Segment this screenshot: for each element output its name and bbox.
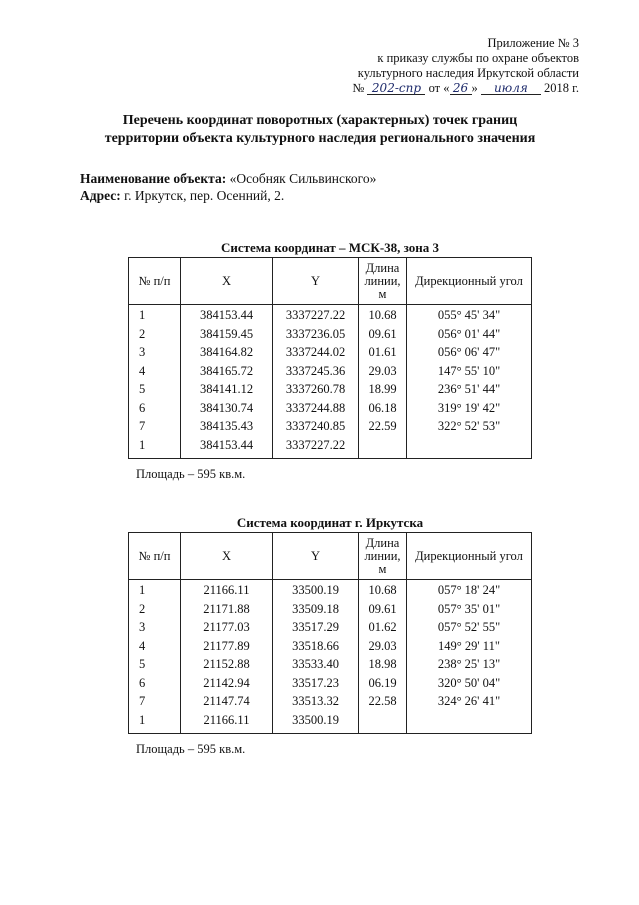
table-header-row bbox=[129, 533, 532, 580]
y-value: 3337227.22 bbox=[285, 437, 346, 452]
x-value: 21147.74 bbox=[203, 694, 250, 708]
y-value: 33500.19 bbox=[292, 712, 339, 727]
angle-value: 057° 35' 01" bbox=[437, 601, 501, 616]
point-number: 5 bbox=[139, 382, 146, 396]
from-prefix: от « bbox=[428, 81, 450, 95]
length-column bbox=[359, 305, 407, 459]
angle-value: 236° 51' 44" bbox=[437, 382, 501, 396]
header-y: Y bbox=[273, 533, 359, 580]
document-title bbox=[60, 112, 580, 148]
table-body-row bbox=[129, 305, 532, 459]
order-month-handwritten: июля bbox=[481, 82, 541, 95]
point-number: 5 bbox=[139, 657, 146, 671]
length-value: 06.19 bbox=[368, 675, 397, 690]
header-x: X bbox=[181, 533, 273, 580]
length-column bbox=[359, 580, 407, 734]
length-value: 22.58 bbox=[368, 694, 397, 708]
order-year: 2018 г. bbox=[544, 81, 579, 95]
title-line-1: Перечень координат поворотных (характерных) точек границ bbox=[122, 113, 518, 128]
x-value: 21152.88 bbox=[203, 657, 250, 671]
table-2-area: Площадь – 595 кв.м. bbox=[136, 742, 246, 756]
header-angle: Дирекционный угол bbox=[407, 258, 532, 305]
table-1-caption: Система координат – МСК-38, зона 3 bbox=[220, 240, 440, 255]
x-value: 384141.12 bbox=[199, 382, 254, 396]
points-column bbox=[129, 305, 181, 459]
table-1-area: Площадь – 595 кв.м. bbox=[136, 467, 246, 481]
angle-value: 319° 19' 42" bbox=[437, 400, 501, 415]
table-body-row bbox=[129, 580, 532, 734]
header-no: № п/п bbox=[129, 258, 181, 305]
point-number: 1 bbox=[139, 712, 146, 727]
coordinates-table-irkutsk bbox=[128, 532, 532, 734]
x-value: 384153.44 bbox=[199, 437, 254, 452]
point-number: 6 bbox=[139, 400, 146, 415]
object-name-line bbox=[80, 170, 376, 187]
number-sign: № bbox=[352, 81, 365, 95]
point-number: 4 bbox=[139, 638, 146, 653]
x-value: 384159.45 bbox=[199, 326, 254, 341]
y-value: 3337236.05 bbox=[285, 326, 346, 341]
y-value: 3337245.36 bbox=[285, 363, 346, 378]
y-column bbox=[273, 580, 359, 734]
length-value: 10.68 bbox=[368, 308, 397, 322]
y-value: 33509.18 bbox=[292, 601, 339, 616]
length-value: 29.03 bbox=[368, 363, 397, 378]
x-value: 21166.11 bbox=[203, 583, 250, 597]
length-value: 09.61 bbox=[368, 326, 397, 341]
x-column bbox=[181, 305, 273, 459]
point-number: 3 bbox=[139, 620, 146, 634]
header-angle: Дирекционный угол bbox=[407, 533, 532, 580]
header-length: Длина линии, м bbox=[359, 533, 407, 580]
quote-close: » bbox=[471, 81, 478, 95]
header-length: Длина линии, м bbox=[359, 258, 407, 305]
object-address-line bbox=[80, 187, 376, 204]
angle-value: 320° 50' 04" bbox=[437, 675, 501, 690]
length-value: 18.99 bbox=[368, 382, 397, 396]
y-value: 33533.40 bbox=[292, 657, 339, 671]
y-column bbox=[273, 305, 359, 459]
object-info bbox=[80, 170, 376, 204]
order-day-handwritten: 26 bbox=[450, 82, 472, 95]
point-number: 2 bbox=[139, 601, 146, 616]
x-value: 384165.72 bbox=[199, 363, 254, 378]
y-value: 33517.23 bbox=[292, 675, 339, 690]
y-value: 33518.66 bbox=[292, 638, 339, 653]
x-value: 21171.88 bbox=[203, 601, 250, 616]
point-number: 1 bbox=[139, 583, 146, 597]
x-value: 384164.82 bbox=[199, 345, 254, 359]
header-x: X bbox=[181, 258, 273, 305]
angle-value: 149° 29' 11" bbox=[438, 638, 500, 653]
length-value: 18.98 bbox=[368, 657, 397, 671]
length-value: 01.61 bbox=[368, 345, 397, 359]
angle-value: 147° 55' 10" bbox=[437, 363, 501, 378]
appendix-line-2: к приказу службы по охране объектов bbox=[377, 51, 579, 65]
object-name-label: Наименование объекта: bbox=[80, 171, 227, 186]
y-value: 3337240.85 bbox=[285, 419, 346, 433]
x-value: 21177.03 bbox=[203, 620, 250, 634]
y-value: 33513.32 bbox=[292, 694, 339, 708]
x-value: 21177.89 bbox=[203, 638, 250, 653]
y-value: 3337260.78 bbox=[285, 382, 346, 396]
x-column bbox=[181, 580, 273, 734]
x-value: 384135.43 bbox=[199, 419, 254, 433]
point-number: 3 bbox=[139, 345, 146, 359]
angle-value: 324° 26' 41" bbox=[437, 694, 501, 708]
y-value: 3337227.22 bbox=[285, 308, 346, 322]
length-value: 01.62 bbox=[368, 620, 397, 634]
angle-value: 056° 06' 47" bbox=[437, 345, 501, 359]
point-number: 6 bbox=[139, 675, 146, 690]
x-value: 21142.94 bbox=[203, 675, 250, 690]
length-value: 09.61 bbox=[368, 601, 397, 616]
y-value: 33500.19 bbox=[292, 583, 339, 597]
y-value: 3337244.02 bbox=[285, 345, 346, 359]
angle-value: 057° 18' 24" bbox=[437, 583, 501, 597]
angle-value: 056° 01' 44" bbox=[437, 326, 501, 341]
order-number-handwritten: 202-спр bbox=[367, 82, 425, 95]
appendix-block bbox=[352, 36, 579, 96]
title-line-2: территории объекта культурного наследия регионального значения bbox=[104, 131, 536, 146]
y-value: 33517.29 bbox=[292, 620, 339, 634]
y-value: 3337244.88 bbox=[285, 400, 346, 415]
length-value: 10.68 bbox=[368, 583, 397, 597]
angle-value: 057° 52' 55" bbox=[437, 620, 501, 634]
point-number: 4 bbox=[139, 363, 146, 378]
appendix-line-1: Приложение № 3 bbox=[487, 36, 579, 50]
header-y: Y bbox=[273, 258, 359, 305]
point-number: 7 bbox=[139, 694, 146, 708]
length-value: 29.03 bbox=[368, 638, 397, 653]
angle-column bbox=[407, 305, 532, 459]
object-name-value: «Особняк Сильвинского» bbox=[229, 171, 377, 186]
length-value: 22.59 bbox=[368, 419, 397, 433]
appendix-order-line bbox=[352, 81, 579, 96]
point-number: 7 bbox=[139, 419, 146, 433]
angle-column bbox=[407, 580, 532, 734]
x-value: 384153.44 bbox=[199, 308, 254, 322]
points-column bbox=[129, 580, 181, 734]
angle-value: 055° 45' 34" bbox=[437, 308, 501, 322]
point-number: 1 bbox=[139, 308, 146, 322]
object-address-label: Адрес: bbox=[80, 188, 121, 203]
x-value: 384130.74 bbox=[199, 400, 254, 415]
header-no: № п/п bbox=[129, 533, 181, 580]
point-number: 1 bbox=[139, 437, 146, 452]
point-number: 2 bbox=[139, 326, 146, 341]
appendix-line-3: культурного наследия Иркутской области bbox=[357, 66, 579, 80]
angle-value: 238° 25' 13" bbox=[437, 657, 501, 671]
table-header-row bbox=[129, 258, 532, 305]
object-address-value: г. Иркутск, пер. Осенний, 2. bbox=[124, 188, 285, 203]
table-2-caption: Система координат г. Иркутска bbox=[236, 515, 424, 530]
coordinates-table-msk38 bbox=[128, 257, 532, 459]
length-value: 06.18 bbox=[368, 400, 397, 415]
x-value: 21166.11 bbox=[203, 712, 250, 727]
angle-value: 322° 52' 53" bbox=[437, 419, 501, 433]
